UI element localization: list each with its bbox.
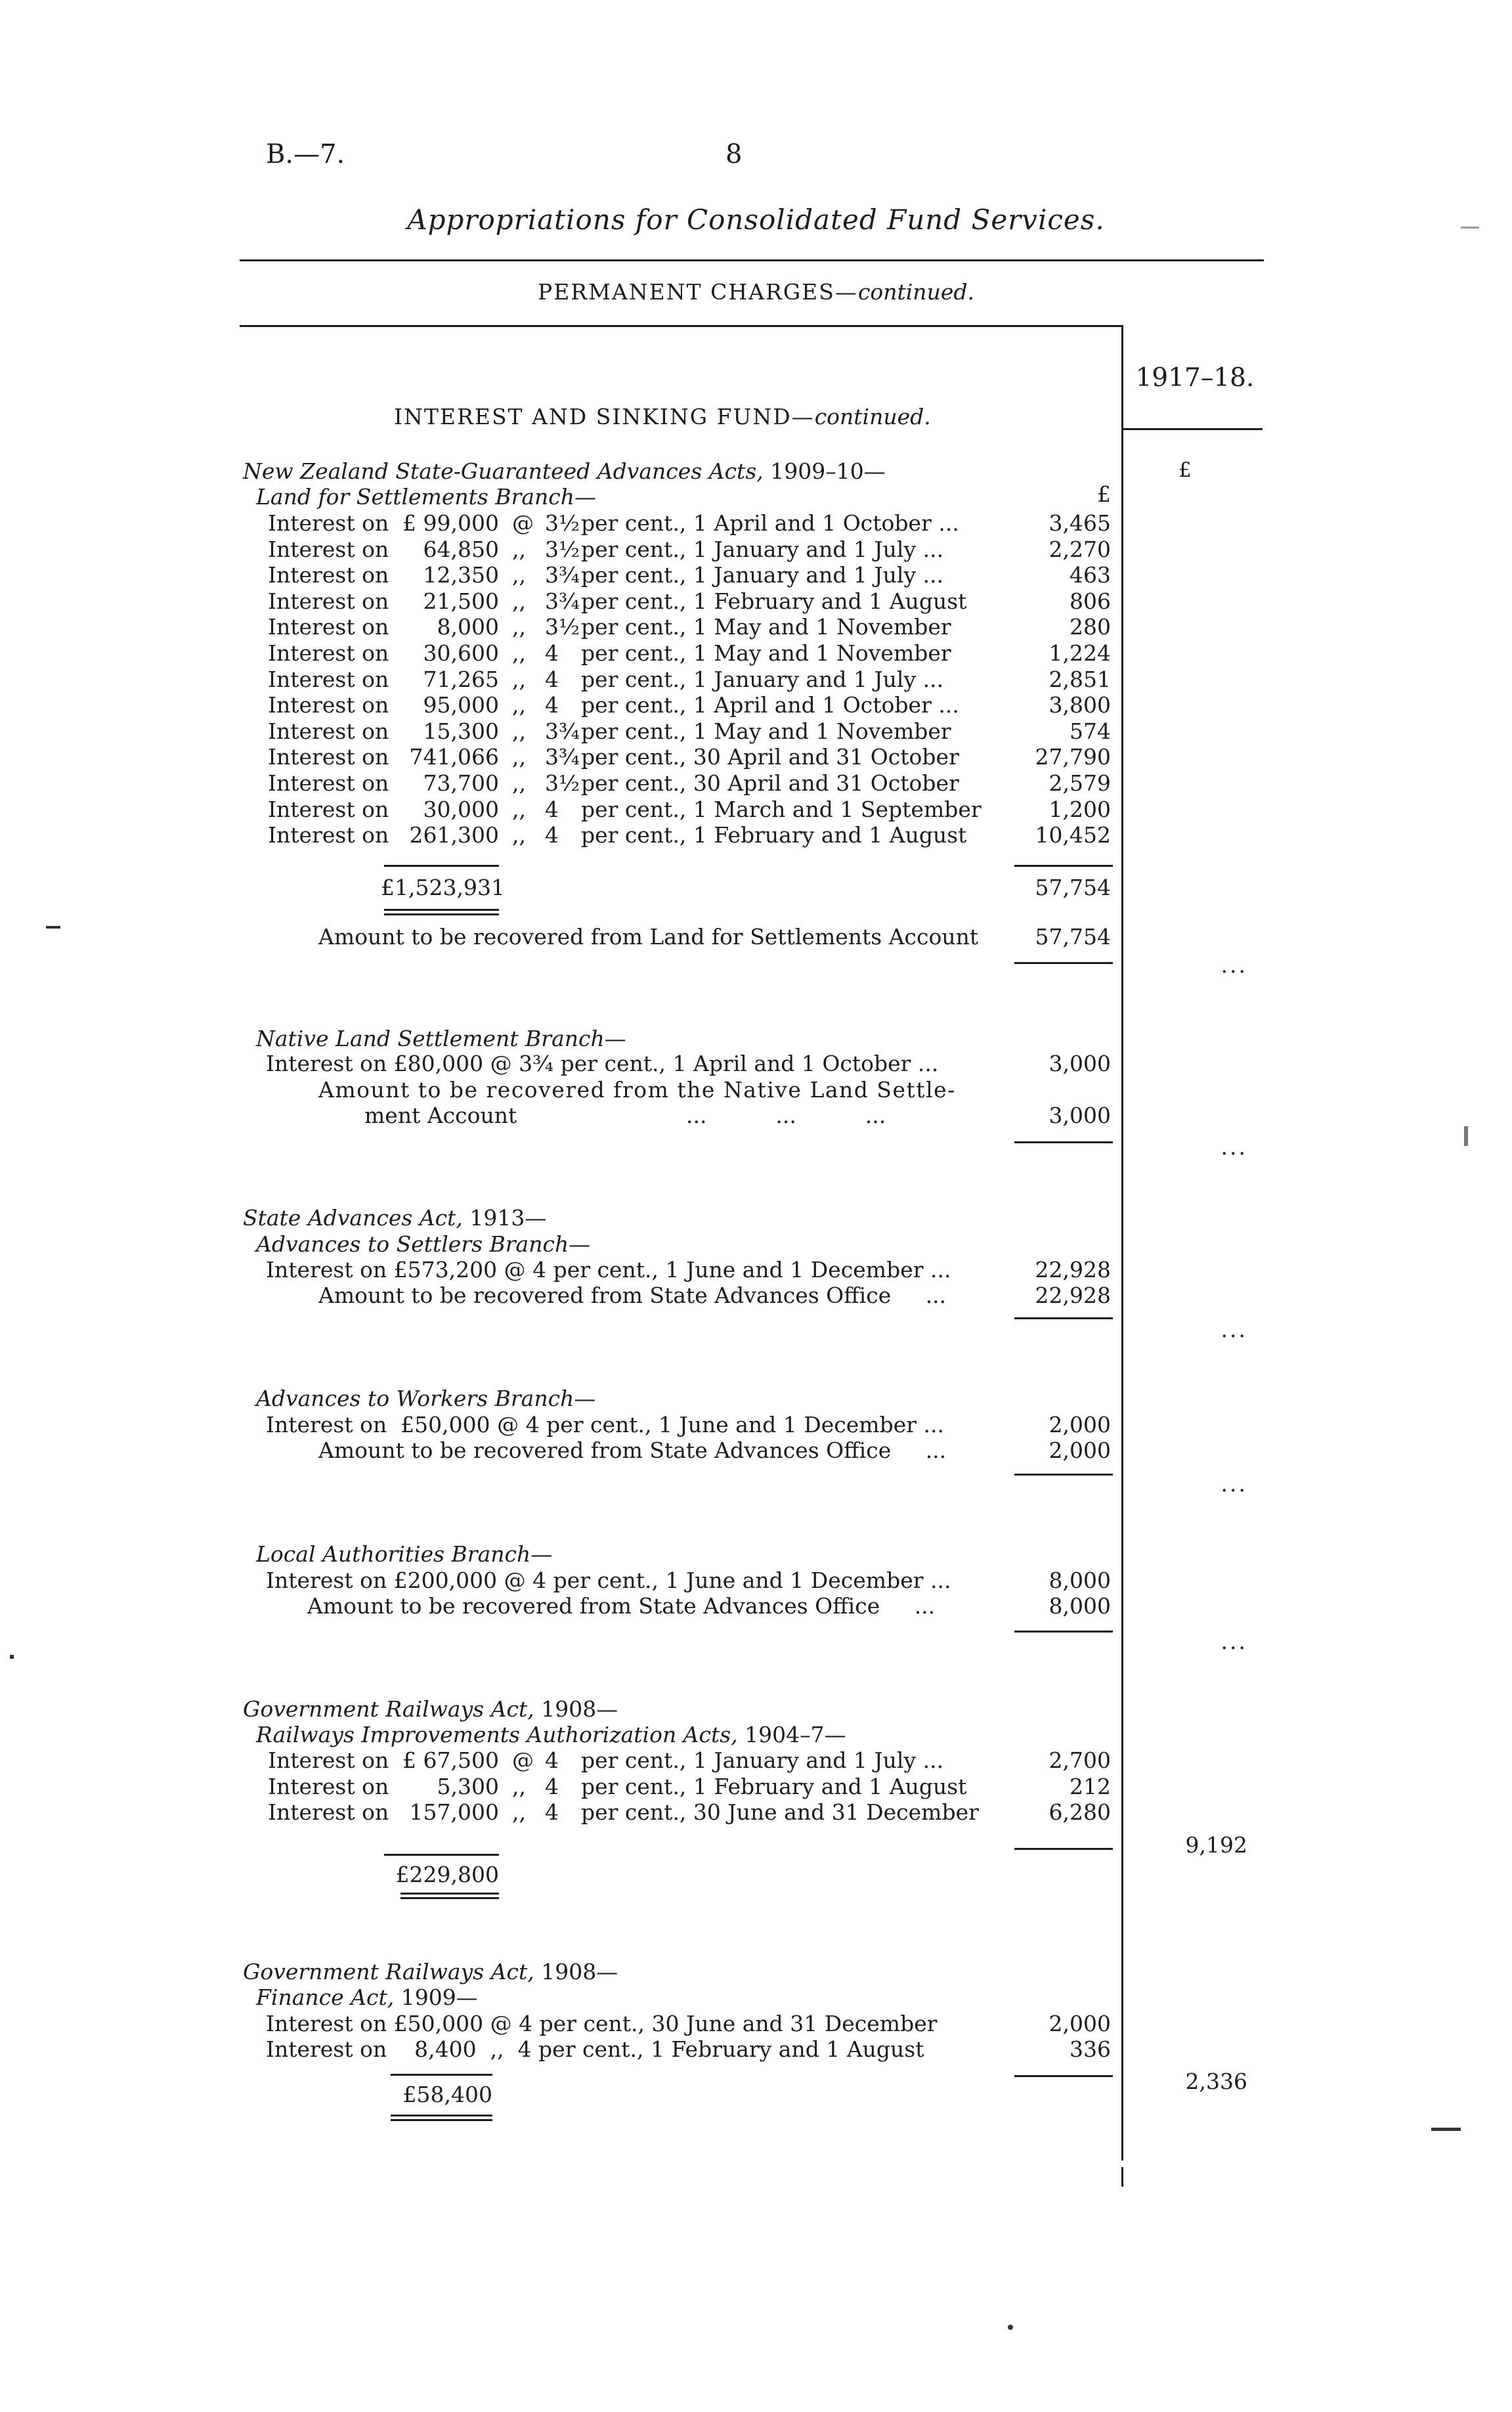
nz-row-value: 10,452 [1035, 822, 1111, 848]
nz-row-ditto: @ [512, 510, 534, 536]
nz-recovered-label: Amount to be recovered from Land for Settlements Account [318, 924, 979, 950]
native-year-value: ... [1220, 1134, 1247, 1160]
railways1-subact-years: 1904–7— [745, 1722, 846, 1747]
nz-row-label: Interest on [268, 614, 389, 640]
railways1-row-label: Interest on [268, 1747, 389, 1773]
nz-row-label: Interest on [268, 640, 389, 666]
nz-row-label: Interest on [268, 666, 389, 692]
railways2-subact-year: 1909— [400, 1984, 478, 2010]
subtitle-continued: continued. [857, 279, 974, 305]
workers-interest-line: Interest on £50,000 @ 4 per cent., 1 June and 1 December ... [266, 1412, 944, 1437]
railways1-row-amount: 157,000 [409, 1799, 499, 1826]
railways1-row-ditto: ,, [512, 1799, 526, 1826]
nz-row-ditto: ,, [512, 744, 526, 770]
settlers-rule [1014, 1317, 1113, 1319]
year-column-header: 1917–18. [1135, 363, 1255, 393]
local-recovered-line: Amount to be recovered from State Advances Office ... [307, 1593, 936, 1619]
settlers-recovered-line: Amount to be recovered from State Advances Office ... [318, 1283, 947, 1308]
railways1-principal-rule [384, 1854, 499, 1856]
nz-row-ditto: ,, [512, 718, 526, 744]
nz-recovered-rule [1014, 962, 1113, 964]
railways2-principal-double-rule [391, 2115, 492, 2121]
railways1-interest-rule [1014, 1848, 1113, 1850]
scan-speck [46, 926, 60, 929]
nz-row-rate: 3¾ [545, 744, 580, 770]
railways2-interest-rule [1014, 2075, 1113, 2077]
railways1-row-label: Interest on [268, 1799, 389, 1826]
section-title-continued: continued. [814, 404, 931, 429]
scan-speck [1461, 227, 1479, 229]
nz-act-title: New Zealand State-Guaranteed Advances Acts, [243, 458, 764, 484]
nz-row-value: 2,270 [1048, 536, 1111, 562]
nz-row-rate: 3¾ [545, 718, 580, 744]
railways2-act-year: 1908— [541, 1959, 618, 1984]
nz-row-label: Interest on [268, 718, 389, 744]
native-recovered-line2: ment Account [364, 1103, 517, 1128]
nz-row-value: 2,851 [1048, 666, 1111, 692]
nz-row-label: Interest on [268, 796, 389, 822]
workers-year-value: ... [1220, 1471, 1247, 1497]
railways1-principal-double-rule [400, 1893, 499, 1899]
railways2-principal-total: £58,400 [402, 2082, 492, 2107]
native-interest-value: 3,000 [1048, 1051, 1111, 1076]
nz-row-amount: 12,350 [423, 562, 499, 588]
railways2-interest-line2: Interest on 8,400 ,, 4 per cent., 1 February and 1 August [266, 2036, 924, 2062]
nz-row-rate: 4 [545, 640, 559, 666]
nz-row-amount: 30,000 [423, 796, 499, 822]
railways1-row-description: per cent., 1 February and 1 August [581, 1773, 967, 1799]
railways1-row-value: 6,280 [1048, 1799, 1111, 1826]
nz-row-ditto: ,, [512, 796, 526, 822]
section-title-main: INTEREST AND SINKING FUND— [394, 404, 815, 429]
settlers-recovered-value: 22,928 [1035, 1283, 1111, 1308]
nz-branch-heading: Land for Settlements Branch— [256, 484, 596, 510]
nz-row-value: 463 [1069, 562, 1111, 588]
native-branch-heading: Native Land Settlement Branch— [256, 1026, 626, 1051]
railways2-interest-value1: 2,000 [1048, 2011, 1111, 2036]
nz-row-value: 280 [1069, 614, 1111, 640]
scan-speck [10, 1655, 14, 1659]
nz-row-description: per cent., 1 April and 1 October ... [581, 692, 959, 718]
nz-row-rate: 3¾ [545, 562, 580, 588]
workers-interest-value: 2,000 [1048, 1412, 1111, 1437]
nz-row-rate: 4 [545, 666, 559, 692]
native-recovered-value: 3,000 [1048, 1103, 1111, 1128]
railways1-principal-total: £229,800 [395, 1862, 499, 1887]
nz-row-value: 574 [1069, 718, 1111, 744]
scan-speck [1464, 1126, 1468, 1146]
nz-interest-total: 57,754 [1035, 875, 1111, 900]
railways1-row-value: 2,700 [1048, 1747, 1111, 1773]
nz-row-ditto: ,, [512, 822, 526, 848]
railways2-subact-title: Finance Act, [256, 1984, 395, 2010]
nz-row-description: per cent., 1 March and 1 September [581, 796, 982, 822]
nz-row-amount: £ 99,000 [402, 510, 499, 536]
nz-row-label: Interest on [268, 536, 389, 562]
nz-row-ditto: ,, [512, 614, 526, 640]
railways1-row-ditto: ,, [512, 1773, 526, 1799]
nz-row-value: 1,224 [1048, 640, 1111, 666]
railways1-row-label: Interest on [268, 1773, 389, 1799]
railways2-interest-value2: 336 [1069, 2036, 1111, 2062]
nz-row-description: per cent., 1 January and 1 July ... [581, 666, 944, 692]
railways2-subact-heading [256, 1984, 478, 2011]
document-reference: B.—7. [266, 139, 345, 169]
railways1-row-ditto: @ [512, 1747, 534, 1773]
nz-row-value: 806 [1069, 588, 1111, 614]
railways1-row-description: per cent., 1 January and 1 July ... [581, 1747, 944, 1773]
nz-row-description: per cent., 1 February and 1 August [581, 588, 967, 614]
nz-row-ditto: ,, [512, 666, 526, 692]
nz-row-rate: 3½ [545, 770, 580, 796]
settlers-year-value: ... [1220, 1317, 1247, 1342]
nz-row-description: per cent., 30 April and 31 October [581, 744, 959, 770]
nz-row-rate: 4 [545, 692, 559, 718]
nz-row-ditto: ,, [512, 588, 526, 614]
railways1-act-heading [243, 1696, 618, 1722]
nz-row-rate: 4 [545, 822, 559, 848]
railways2-year-value: 2,336 [1185, 2069, 1247, 2094]
nz-principal-double-rule [384, 909, 499, 915]
nz-row-amount: 95,000 [423, 692, 499, 718]
nz-act-years: 1909–10— [770, 458, 886, 484]
state-act-title: State Advances Act, [243, 1205, 463, 1231]
local-branch-heading: Local Authorities Branch— [256, 1541, 553, 1567]
nz-row-description: per cent., 1 January and 1 July ... [581, 562, 944, 588]
railways1-year-value: 9,192 [1185, 1832, 1247, 1858]
workers-rule [1014, 1474, 1113, 1476]
nz-row-ditto: ,, [512, 562, 526, 588]
nz-row-rate: 3½ [545, 536, 580, 562]
railways1-row-value: 212 [1069, 1773, 1111, 1799]
railways2-act-heading [243, 1959, 618, 1985]
nz-row-rate: 3¾ [545, 588, 580, 614]
nz-row-amount: 741,066 [409, 744, 499, 770]
nz-row-value: 3,800 [1048, 692, 1111, 718]
nz-row-rate: 4 [545, 796, 559, 822]
railways1-row-rate: 4 [545, 1773, 559, 1799]
nz-row-label: Interest on [268, 770, 389, 796]
nz-row-description: per cent., 1 May and 1 November [581, 640, 951, 666]
local-rule [1014, 1631, 1113, 1633]
nz-row-label: Interest on [268, 510, 389, 536]
railways1-act-year: 1908— [541, 1696, 618, 1722]
nz-row-amount: 21,500 [423, 588, 499, 614]
nz-row-amount: 261,300 [409, 822, 499, 848]
native-recovered-dots: ... ... ... [686, 1103, 886, 1128]
nz-row-label: Interest on [268, 692, 389, 718]
nz-recovered-value: 57,754 [1035, 924, 1111, 950]
nz-row-description: per cent., 1 January and 1 July ... [581, 536, 944, 562]
railways2-act-title: Government Railways Act, [243, 1959, 534, 1984]
local-recovered-value: 8,000 [1048, 1593, 1111, 1619]
nz-row-amount: 8,000 [437, 614, 499, 640]
page-title: Appropriations for Consolidated Fund Services. [407, 204, 1105, 236]
settlers-interest-value: 22,928 [1035, 1257, 1111, 1283]
nz-row-rate: 3½ [545, 510, 580, 536]
workers-branch-heading: Advances to Workers Branch— [256, 1386, 596, 1411]
state-act-year: 1913— [469, 1205, 547, 1231]
nz-year-value: ... [1220, 952, 1247, 978]
nz-row-label: Interest on [268, 822, 389, 848]
nz-row-label: Interest on [268, 744, 389, 770]
nz-row-amount: 30,600 [423, 640, 499, 666]
nz-row-amount: 64,850 [423, 536, 499, 562]
settlers-branch-heading: Advances to Settlers Branch— [256, 1231, 591, 1257]
nz-row-ditto: ,, [512, 770, 526, 796]
native-interest-line: Interest on £80,000 @ 3¾ per cent., 1 April and 1 October ... [266, 1051, 939, 1076]
nz-pound-sign: £ [1097, 481, 1111, 507]
nz-act-heading [243, 458, 886, 485]
railways1-row-description: per cent., 30 June and 31 December [581, 1799, 979, 1826]
scan-speck [1008, 2325, 1013, 2330]
nz-row-value: 3,465 [1048, 510, 1111, 536]
nz-row-amount: 71,265 [423, 666, 499, 692]
railways2-interest-line1: Interest on £50,000 @ 4 per cent., 30 June and 31 December [266, 2011, 938, 2036]
nz-row-description: per cent., 1 February and 1 August [581, 822, 967, 848]
nz-row-amount: 15,300 [423, 718, 499, 744]
nz-row-value: 1,200 [1048, 796, 1111, 822]
railways1-subact-heading [256, 1722, 846, 1748]
local-year-value: ... [1220, 1629, 1247, 1654]
nz-row-description: per cent., 1 April and 1 October ... [581, 510, 959, 536]
workers-recovered-line: Amount to be recovered from State Advances Office ... [318, 1437, 947, 1463]
nz-row-ditto: ,, [512, 692, 526, 718]
railways1-row-rate: 4 [545, 1799, 559, 1826]
page-number: 8 [725, 139, 743, 169]
nz-principal-total: £1,523,931 [381, 875, 505, 900]
workers-recovered-value: 2,000 [1048, 1437, 1111, 1463]
nz-row-value: 2,579 [1048, 770, 1111, 796]
railways2-principal-rule [391, 2074, 492, 2076]
nz-row-description: per cent., 1 May and 1 November [581, 614, 951, 640]
nz-row-ditto: ,, [512, 640, 526, 666]
nz-row-description: per cent., 30 April and 31 October [581, 770, 959, 796]
railways1-row-rate: 4 [545, 1747, 559, 1773]
nz-row-amount: 73,700 [423, 770, 499, 796]
nz-row-label: Interest on [268, 562, 389, 588]
scan-speck [1431, 2128, 1461, 2131]
railways1-subact-title: Railways Improvements Authorization Acts, [256, 1722, 738, 1747]
nz-row-ditto: ,, [512, 536, 526, 562]
year-pound-sign: £ [1178, 458, 1192, 482]
local-interest-value: 8,000 [1048, 1568, 1111, 1593]
nz-row-description: per cent., 1 May and 1 November [581, 718, 951, 744]
railways1-act-title: Government Railways Act, [243, 1696, 534, 1722]
nz-row-label: Interest on [268, 588, 389, 614]
railways1-row-amount: £ 67,500 [402, 1747, 499, 1773]
local-interest-line: Interest on £200,000 @ 4 per cent., 1 June and 1 December ... [266, 1568, 951, 1593]
nz-principal-rule [384, 865, 499, 867]
nz-row-value: 27,790 [1035, 744, 1111, 770]
settlers-interest-line: Interest on £573,200 @ 4 per cent., 1 June and 1 December ... [266, 1257, 951, 1283]
native-recovered-line1: Amount to be recovered from the Native Land Settle- [318, 1077, 956, 1103]
nz-row-rate: 3½ [545, 614, 580, 640]
state-act-heading [243, 1205, 546, 1231]
nz-interest-rule [1014, 865, 1113, 867]
native-rule [1014, 1141, 1113, 1143]
subtitle-main: PERMANENT CHARGES— [538, 279, 858, 305]
railways1-row-amount: 5,300 [437, 1773, 499, 1799]
